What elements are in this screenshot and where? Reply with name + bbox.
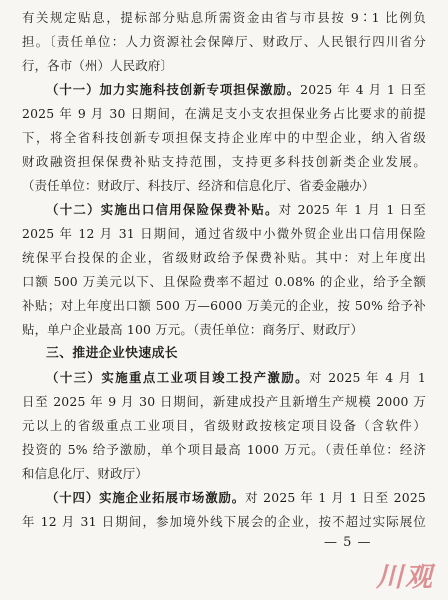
- body-line: 财政融资担保保费补贴支持范围，支持更多科技创新类企业发展。: [22, 154, 426, 169]
- body-line: 年 12 月 31 日期间，参加境外线下展会的企业，按不超过实际展位: [22, 514, 426, 529]
- body-line: 贴，单户企业最高 100 万元。（责任单位：商务厅、财政厅）: [22, 322, 364, 337]
- body-line: 2025 年 12 月 31 日期间，通过省级中小微外贸企业出口信用保险: [22, 226, 426, 241]
- watermark-logo: [370, 554, 440, 594]
- body-line: 和信息化厅、财政厅）: [22, 466, 148, 481]
- subsection-title: （十一）加力实施科技创新专项担保激励。: [46, 82, 301, 97]
- body-line: 行，各市（州）人民政府〕: [22, 58, 174, 73]
- body-line: 有关规定贴息，提标部分贴息所需资金由省与市县按 9∶1 比例负: [22, 10, 426, 25]
- subsection-title: （十二）实施出口信用保险保费补贴。: [46, 202, 279, 217]
- body-line: 2025 年 9 月 30 日期间，在满足支小支农担保业务占比要求的前提: [22, 106, 426, 121]
- subsection-14-first-line: （十四）实施企业拓展市场激励。对 2025 年 1 月 1 日至 2025: [46, 490, 427, 505]
- body-line: 统保平台投保的企业，省级财政给予保费补贴。其中：对上年度出: [22, 250, 426, 265]
- body-line: 元以上的省级重点工业项目，省级财政按核定项目设备（含软件）: [22, 418, 426, 433]
- body-line: 补贴；对上年度出口额 500 万—6000 万美元的企业，按 50% 给予补: [22, 298, 426, 313]
- subsection-12-first-line: （十二）实施出口信用保险保费补贴。对 2025 年 1 月 1 日至: [46, 202, 426, 217]
- body-line: 口额 500 万美元以下、且保险费率不超过 0.08% 的企业，给予全额: [22, 274, 426, 289]
- body-line: （责任单位：财政厅、科技厅、经济和信息化厅、省委金融办）: [22, 178, 375, 193]
- body-line: 日至 2025 年 9 月 30 日期间，新建成投产且新增生产规模 2000 万: [22, 394, 426, 409]
- subsection-13-first-line: （十三）实施重点工业项目竣工投产激励。对 2025 年 4 月 1: [46, 370, 426, 385]
- watermark-text: 川观: [376, 561, 434, 593]
- subsection-title: （十三）实施重点工业项目竣工投产激励。: [46, 370, 310, 385]
- body-line: 担。〔责任单位：人力资源社会保障厅、财政厅、人民银行四川省分: [22, 34, 426, 49]
- body-line: 下，将全省科技创新专项担保支持企业库中的中型企业，纳入省级: [22, 130, 426, 145]
- body-line: 投资的 5% 给予激励，单个项目最高 1000 万元。（责任单位：经济: [22, 442, 426, 457]
- subsection-title: （十四）实施企业拓展市场激励。: [46, 490, 246, 505]
- subsection-11-first-line: （十一）加力实施科技创新专项担保激励。2025 年 4 月 1 日至: [46, 82, 426, 97]
- page-number: — 5 —: [324, 535, 372, 550]
- section-heading: 三、推进企业快速成长: [46, 346, 178, 361]
